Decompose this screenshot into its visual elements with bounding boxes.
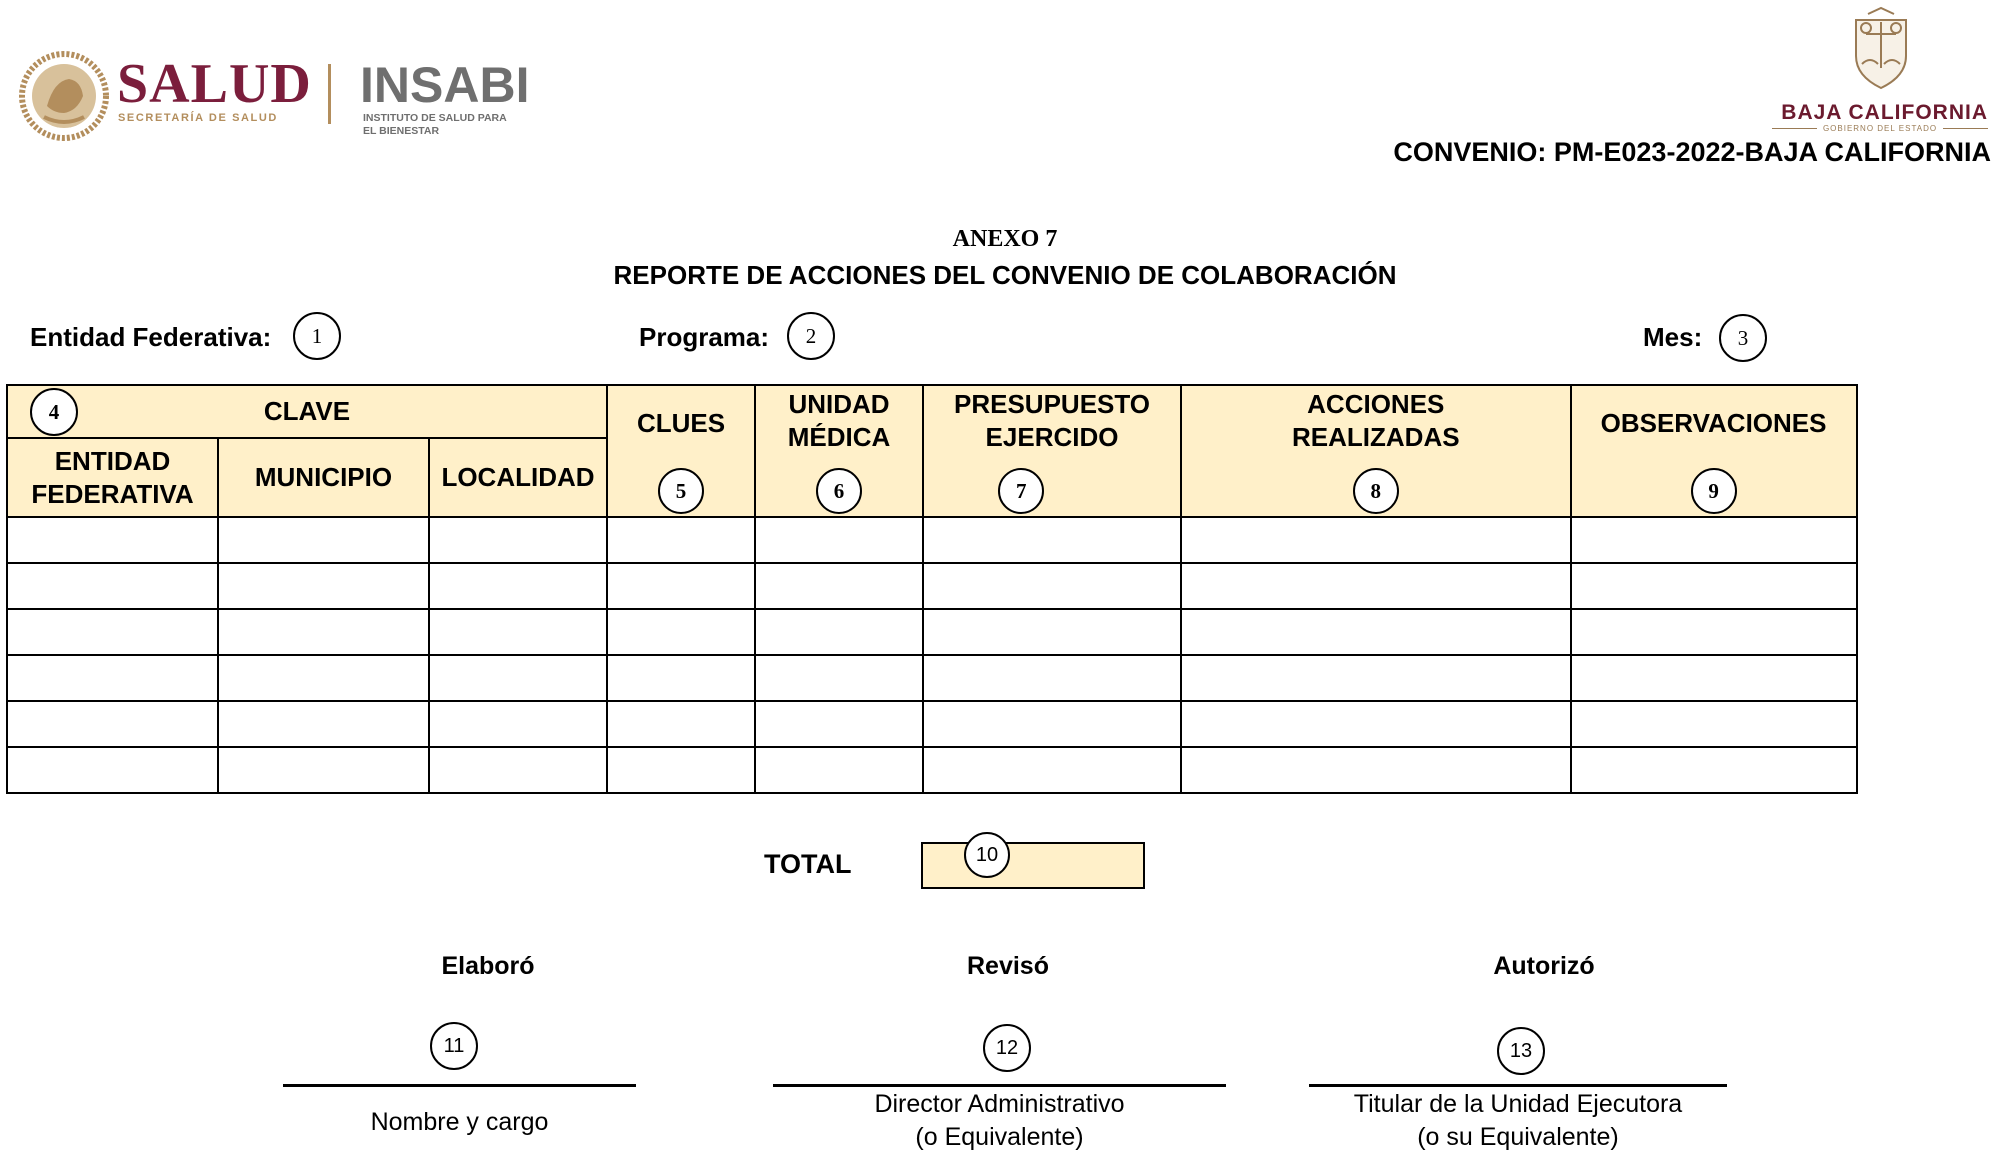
table-cell[interactable] — [1181, 563, 1571, 609]
report-table — [6, 384, 1858, 794]
table-cell[interactable] — [923, 655, 1181, 701]
baja-subtitle-text: GOBIERNO DEL ESTADO — [1822, 124, 1938, 133]
table-cell[interactable] — [1181, 517, 1571, 563]
marker-6: 6 — [816, 468, 862, 514]
table-row — [7, 747, 1857, 793]
table-cell[interactable] — [923, 701, 1181, 747]
entidad-federativa-label: Entidad Federativa: — [30, 322, 272, 352]
table-cell[interactable] — [607, 609, 755, 655]
insabi-logo-subtitle — [363, 112, 507, 138]
col-header-observaciones — [1571, 385, 1857, 517]
unidad-medica-label: UNIDAD MÉDICA — [787, 389, 891, 452]
reviso-caption — [773, 1088, 1226, 1154]
convenio-number: CONVENIO: PM-E023-2022-BAJA CALIFORNIA — [1393, 137, 1991, 167]
table-cell[interactable] — [1181, 701, 1571, 747]
table-cell[interactable] — [429, 563, 607, 609]
marker-1: 1 — [293, 312, 341, 360]
clave-group-header — [7, 385, 607, 438]
table-cell[interactable] — [607, 517, 755, 563]
table-cell[interactable] — [1571, 563, 1857, 609]
logo-rule-right — [1943, 128, 1988, 129]
col-header-acciones-realizadas — [1181, 385, 1571, 517]
table-row — [7, 517, 1857, 563]
observaciones-label: OBSERVACIONES — [1600, 407, 1827, 438]
mexico-coat-of-arms-icon — [19, 51, 109, 141]
table-cell[interactable] — [607, 563, 755, 609]
col-header-municipio: MUNICIPIO — [218, 438, 429, 517]
marker-10: 10 — [964, 832, 1010, 878]
annex-title: ANEXO 7 — [952, 226, 1058, 252]
table-cell[interactable] — [218, 517, 429, 563]
table-cell[interactable] — [429, 747, 607, 793]
table-cell[interactable] — [1571, 747, 1857, 793]
table-cell[interactable] — [1571, 655, 1857, 701]
marker-2: 2 — [787, 312, 835, 360]
marker-5: 5 — [658, 468, 704, 514]
reviso-caption-line1: Director Administrativo — [874, 1090, 1125, 1118]
salud-logo-subtitle: SECRETARÍA DE SALUD — [118, 112, 278, 124]
table-cell[interactable] — [1571, 609, 1857, 655]
table-cell[interactable] — [607, 701, 755, 747]
elaboro-caption-line1: Nombre y cargo — [370, 1108, 549, 1136]
clues-label: CLUES — [636, 407, 726, 438]
table-cell[interactable] — [7, 701, 218, 747]
table-cell[interactable] — [429, 701, 607, 747]
marker-7: 7 — [998, 468, 1044, 514]
table-cell[interactable] — [923, 747, 1181, 793]
baja-california-logo-subtitle — [1772, 124, 1988, 133]
table-cell[interactable] — [755, 517, 923, 563]
marker-8: 8 — [1353, 468, 1399, 514]
table-row — [7, 609, 1857, 655]
logo-divider — [328, 64, 331, 124]
elaboro-heading: Elaboró — [441, 952, 535, 980]
table-cell[interactable] — [1181, 747, 1571, 793]
table-cell[interactable] — [607, 747, 755, 793]
table-cell[interactable] — [7, 563, 218, 609]
autorizo-heading: Autorizó — [1493, 952, 1595, 980]
table-cell[interactable] — [607, 655, 755, 701]
total-value-field[interactable] — [921, 842, 1145, 889]
reviso-signature-line — [773, 1084, 1226, 1087]
autorizo-signature-line — [1309, 1084, 1727, 1087]
autorizo-caption-line2: (o su Equivalente) — [1417, 1123, 1619, 1151]
table-cell[interactable] — [755, 655, 923, 701]
table-cell[interactable] — [7, 517, 218, 563]
table-cell[interactable] — [923, 517, 1181, 563]
table-row — [7, 655, 1857, 701]
col-header-presupuesto-ejercido — [923, 385, 1181, 517]
table-row — [7, 701, 1857, 747]
table-cell[interactable] — [1181, 655, 1571, 701]
marker-12: 12 — [983, 1024, 1031, 1072]
table-cell[interactable] — [429, 655, 607, 701]
programa-label: Programa: — [639, 322, 770, 352]
table-cell[interactable] — [218, 563, 429, 609]
insabi-subtitle-line2: EL BIENESTAR — [363, 125, 440, 137]
col-header-unidad-medica — [755, 385, 923, 517]
table-cell[interactable] — [755, 747, 923, 793]
col-header-entidad-federativa: ENTIDAD FEDERATIVA — [7, 438, 218, 517]
mes-label: Mes: — [1643, 322, 1703, 352]
table-cell[interactable] — [218, 655, 429, 701]
table-cell[interactable] — [7, 609, 218, 655]
table-cell[interactable] — [923, 609, 1181, 655]
table-body — [7, 517, 1857, 793]
logo-rule-left — [1772, 128, 1817, 129]
total-label: TOTAL — [764, 849, 852, 879]
marker-3: 3 — [1719, 314, 1767, 362]
presupuesto-ejercido-label: PRESUPUESTO EJERCIDO — [954, 389, 1151, 452]
table-cell[interactable] — [755, 563, 923, 609]
table-cell[interactable] — [1181, 609, 1571, 655]
table-cell[interactable] — [218, 609, 429, 655]
report-title: REPORTE DE ACCIONES DEL CONVENIO DE COLABORACIÓN — [613, 260, 1397, 290]
marker-4: 4 — [30, 388, 78, 436]
reviso-caption-line2: (o Equivalente) — [915, 1123, 1084, 1151]
table-cell[interactable] — [755, 609, 923, 655]
table-cell[interactable] — [923, 563, 1181, 609]
col-header-clues — [607, 385, 755, 517]
table-cell[interactable] — [218, 701, 429, 747]
marker-13: 13 — [1497, 1027, 1545, 1075]
autorizo-caption — [1268, 1088, 1768, 1154]
table-cell[interactable] — [429, 517, 607, 563]
insabi-logo-title: INSABI — [360, 57, 530, 113]
baja-california-coat-of-arms-icon — [1850, 6, 1912, 90]
table-cell[interactable] — [755, 701, 923, 747]
table-cell[interactable] — [1571, 517, 1857, 563]
col-header-localidad: LOCALIDAD — [429, 438, 607, 517]
table-cell[interactable] — [7, 747, 218, 793]
baja-california-logo-title: BAJA CALIFORNIA — [1781, 101, 1988, 124]
elaboro-signature-line — [283, 1084, 636, 1087]
salud-logo-title: SALUD — [117, 53, 312, 115]
elaboro-caption — [283, 1106, 636, 1139]
marker-11: 11 — [430, 1022, 478, 1070]
table-row — [7, 563, 1857, 609]
table-cell[interactable] — [1571, 701, 1857, 747]
table-cell[interactable] — [7, 655, 218, 701]
clave-label: CLAVE — [263, 396, 351, 426]
insabi-subtitle-line1: INSTITUTO DE SALUD PARA — [363, 112, 507, 124]
acciones-realizadas-label: ACCIONES REALIZADAS — [1292, 389, 1460, 452]
reviso-heading: Revisó — [967, 952, 1049, 980]
autorizo-caption-line1: Titular de la Unidad Ejecutora — [1353, 1090, 1683, 1118]
table-cell[interactable] — [218, 747, 429, 793]
marker-9: 9 — [1691, 468, 1737, 514]
table-cell[interactable] — [429, 609, 607, 655]
